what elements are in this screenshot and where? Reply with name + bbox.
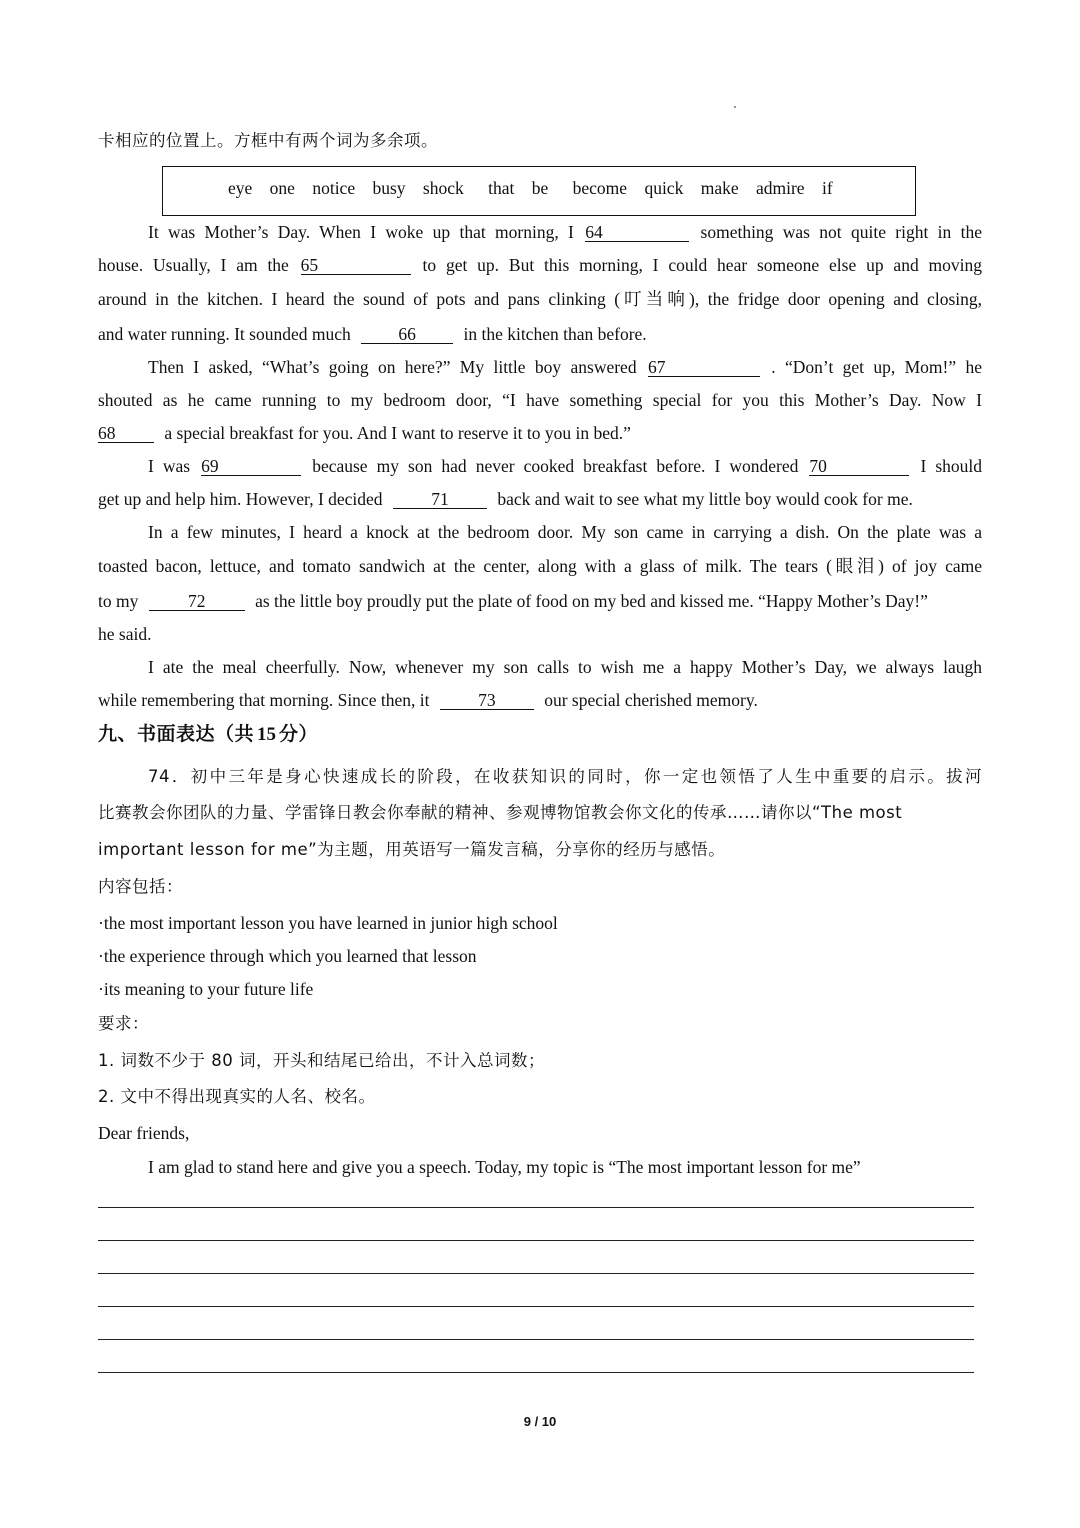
content-bullet: ·its meaning to your future life: [98, 979, 314, 999]
word-bank-item: one: [269, 178, 295, 198]
greeting: Dear friends,: [98, 1123, 190, 1143]
passage-line: I was 69 because my son had never cooked breakfast before. I wondered 70 I should: [148, 456, 982, 476]
page-number: 9 / 10: [523, 1414, 557, 1429]
word-bank-item: notice: [312, 178, 356, 198]
passage-line: 68 a special breakfast for you. And I want to reserve it to you in bed.”: [98, 423, 631, 443]
blank-70[interactable]: 70: [809, 457, 909, 476]
word-bank-item: become: [572, 178, 628, 198]
blank-71[interactable]: 71: [393, 490, 487, 509]
blank-65[interactable]: 65: [301, 256, 411, 275]
passage-line: It was Mother’s Day. When I woke up that morning, I 64 something was not quite right in the: [148, 222, 983, 242]
answer-line[interactable]: [98, 1372, 974, 1373]
passage-line: and water running. It sounded much 66 in the kitchen than before.: [98, 324, 647, 344]
question-74-line: important lesson for me”为主题，用英语写一篇发言稿，分享你的经历与感悟。: [98, 840, 726, 859]
blank-64[interactable]: 64: [585, 223, 689, 242]
passage-line: Then I asked, “What’s going on here?” My little boy answered 67 . “Don’t get up, Mom!” he: [148, 357, 982, 377]
question-74-line: 比赛教会你团队的力量、学雷锋日教会你奉献的精神、参观博物馆教会你文化的传承……请你以“The most: [98, 803, 903, 822]
content-bullet: ·the experience through which you learned that lesson: [98, 946, 477, 966]
requirement-1: 1. 词数不少于 80 词，开头和结尾已给出，不计入总词数；: [98, 1051, 545, 1070]
passage-line: to my 72 as the little boy proudly put the plate of food on my bed and kissed me. “Happy Mother’s Day!”: [98, 591, 928, 611]
word-bank-item: be: [531, 178, 549, 198]
blank-66[interactable]: 66: [361, 325, 453, 344]
word-bank-item: eye: [228, 178, 253, 198]
blank-67[interactable]: 67: [648, 358, 760, 377]
content-label: 内容包括：: [98, 877, 183, 896]
speck: [734, 106, 736, 108]
answer-line[interactable]: [98, 1273, 974, 1274]
word-bank-item: that: [488, 178, 515, 198]
blank-68[interactable]: 68: [98, 424, 154, 443]
question-74-line: 74．初中三年是身心快速成长的阶段，在收获知识的同时，你一定也领悟了人生中重要的启示。拔河: [148, 767, 982, 786]
section-heading: 九、书面表达（共 15 分）: [98, 723, 319, 745]
word-bank-item: shock: [422, 178, 464, 198]
word-bank-item: busy: [372, 178, 406, 198]
word-bank: [228, 177, 846, 199]
blank-72[interactable]: 72: [149, 592, 245, 611]
blank-69[interactable]: 69: [201, 457, 301, 476]
speech-opening: I am glad to stand here and give you a speech. Today, my topic is “The most important lesson for me”: [148, 1157, 861, 1177]
passage-line: while remembering that morning. Since then, it 73 our special cherished memory.: [98, 690, 758, 710]
passage-line: he said.: [98, 624, 152, 644]
passage-line: I ate the meal cheerfully. Now, whenever my son calls to wish me a happy Mother’s Day, we always laugh: [148, 657, 982, 677]
word-bank-item: quick: [644, 178, 684, 198]
instruction-tail: 卡相应的位置上。方框中有两个词为多余项。: [98, 131, 438, 150]
passage-line: shouted as he came running to my bedroom door, “I have something special for you this Mother’s Day. Now I: [98, 390, 982, 410]
passage-line: house. Usually, I am the 65 to get up. But this morning, I could hear someone else up and moving: [98, 255, 983, 275]
passage-line: around in the kitchen. I heard the sound of pots and pans clinking (叮当响), the fridge door opening and closing,: [98, 289, 982, 309]
content-bullet: ·the most important lesson you have learned in junior high school: [98, 913, 558, 933]
passage-line: get up and help him. However, I decided 71 back and wait to see what my little boy would cook for me.: [98, 489, 913, 509]
answer-line[interactable]: [98, 1207, 974, 1208]
answer-line[interactable]: [98, 1306, 974, 1307]
word-bank-item: admire: [755, 178, 805, 198]
answer-line[interactable]: [98, 1240, 974, 1241]
requirement-2: 2. 文中不得出现真实的人名、校名。: [98, 1087, 376, 1106]
passage-line: toasted bacon, lettuce, and tomato sandwich at the center, along with a glass of milk. The tears (眼泪) of joy came: [98, 556, 982, 576]
passage-line: In a few minutes, I heard a knock at the bedroom door. My son came in carrying a dish. On the plate was a: [148, 522, 982, 542]
word-bank-item: if: [821, 178, 833, 198]
blank-73[interactable]: 73: [440, 691, 534, 710]
answer-line[interactable]: [98, 1339, 974, 1340]
word-bank-item: make: [700, 178, 739, 198]
requirements-label: 要求：: [98, 1014, 149, 1033]
